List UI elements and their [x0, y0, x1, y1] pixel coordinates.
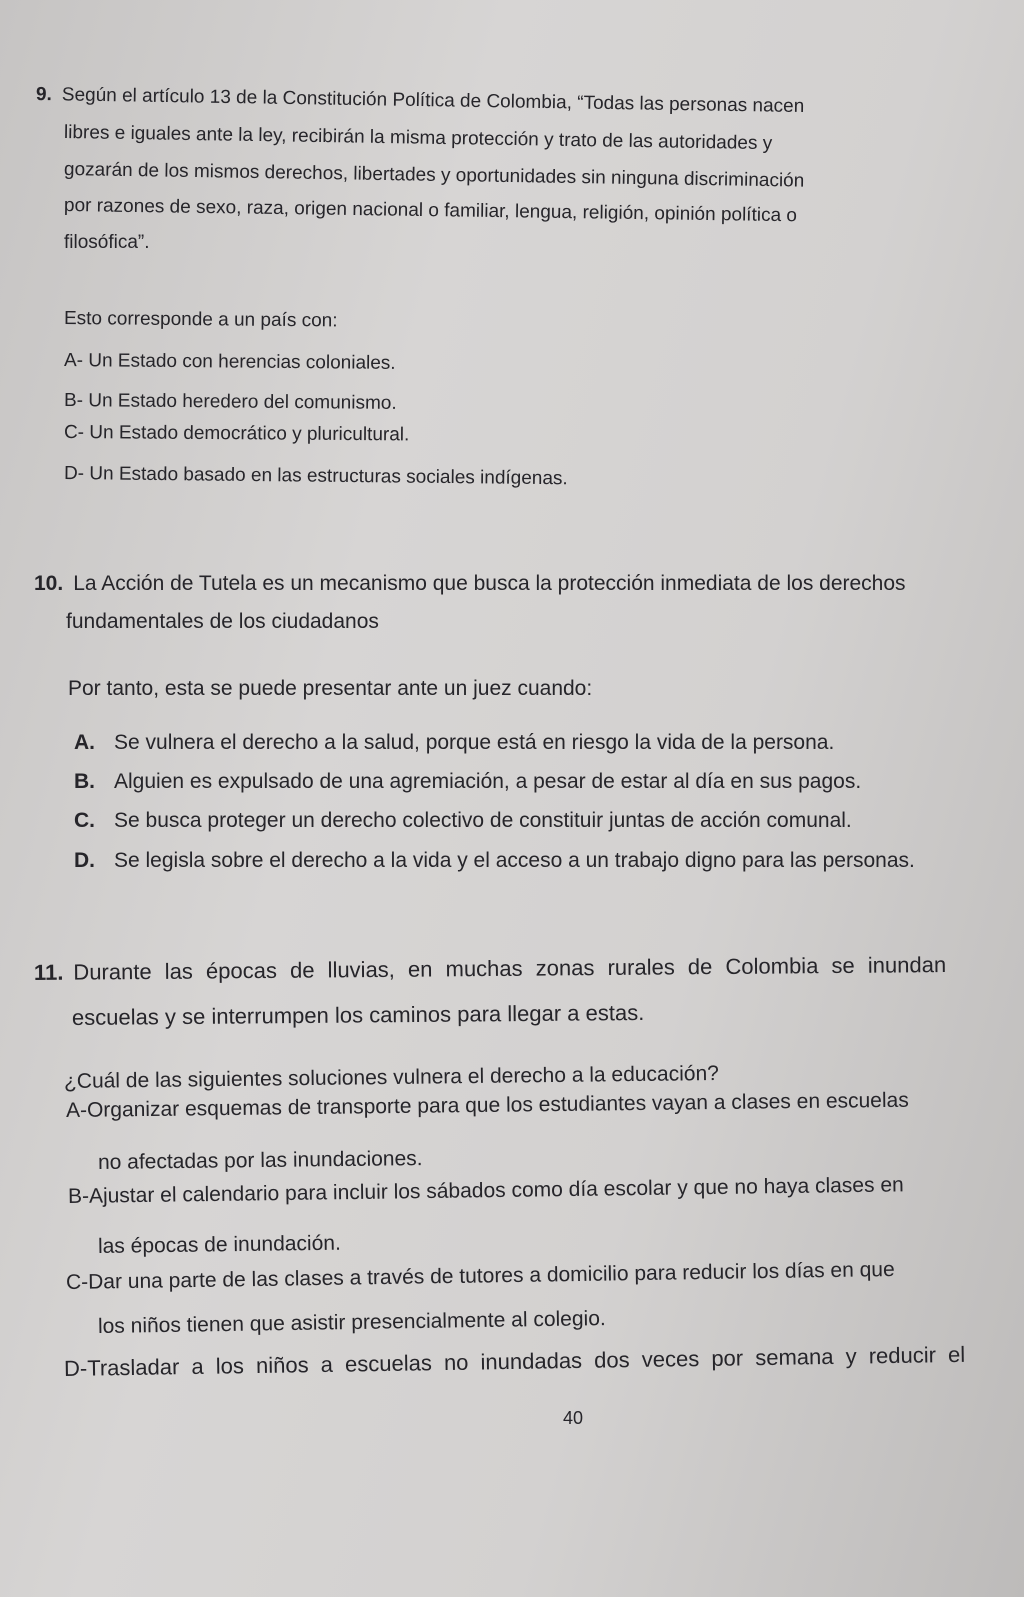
option-label: B. — [74, 770, 95, 793]
question-11-option-a-line-2: no afectadas por las inundaciones. — [97, 1147, 423, 1174]
question-9-option-c: C- Un Estado democrático y pluricultural. — [63, 422, 410, 446]
question-9-stem-line-3: gozarán de los mismos derechos, libertades y oportunidades sin ninguna discriminación — [63, 159, 805, 192]
option-label: A- — [65, 1098, 88, 1122]
question-10-option-d: D. Se legisla sobre el derecho a la vida y el acceso a un trabajo digno para las personas. — [74, 849, 915, 872]
question-10-option-a: A. Se vulnera el derecho a la salud, porque está en riesgo la vida de la persona. — [74, 731, 835, 754]
question-10-stem-line-2: fundamentales de los ciudadanos — [66, 610, 379, 633]
option-label: B- — [63, 390, 84, 412]
question-9-stem-line-4: por razones de sexo, raza, origen nacional o familiar, lengua, religión, opinión política o — [63, 195, 798, 227]
option-label: D. — [74, 849, 95, 872]
question-11-option-c-line-1: C-Dar una parte de las clases a través de tutores a domicilio para reducir los días en que — [65, 1257, 895, 1294]
option-label: D- — [63, 463, 85, 485]
question-10-stem-line-1: 10. La Acción de Tutela es un mecanismo que busca la protección inmediata de los derechos — [34, 572, 906, 595]
question-11-option-b-line-1: B-Ajustar el calendario para incluir los sábados como día escolar y que no haya clases en — [67, 1173, 904, 1208]
question-9-option-b: B- Un Estado heredero del comunismo. — [63, 390, 397, 414]
question-10-option-c: C. Se busca proteger un derecho colectivo de constituir juntas de acción comunal. — [74, 809, 852, 832]
option-label: A. — [74, 731, 95, 754]
question-11-stem-line-2: escuelas y se interrumpen los caminos para llegar a estas. — [71, 1000, 645, 1030]
option-label: B- — [67, 1184, 90, 1208]
question-9-stem-line-5: filosófica”. — [64, 232, 150, 253]
question-9-number: 9. — [35, 84, 53, 106]
question-11-prompt: ¿Cuál de las siguientes soluciones vulnera el derecho a la educación? — [63, 1061, 720, 1093]
option-label: C- — [63, 422, 85, 444]
question-9-option-d: D- Un Estado basado en las estructuras sociales indígenas. — [63, 463, 568, 490]
question-9-stem-line-1: 9. Según el artículo 13 de la Constitución Política de Colombia, “Todas las personas nacen — [35, 84, 805, 118]
option-label: A- — [63, 350, 84, 372]
question-10-option-b: B. Alguien es expulsado de una agremiación, a pesar de estar al día en sus pagos. — [74, 770, 862, 793]
page-number: 40 — [563, 1408, 584, 1428]
option-label: C- — [65, 1270, 89, 1294]
question-11-option-d-line-1: D-Trasladar a los niños a escuelas no inundadas dos veces por semana y reducir el — [63, 1341, 966, 1381]
question-11-option-c-line-2: los niños tienen que asistir presencialmente al colegio. — [97, 1307, 606, 1338]
question-11-option-b-line-2: las épocas de inundación. — [97, 1231, 341, 1258]
option-label: C. — [74, 809, 95, 832]
question-11-number: 11. — [33, 959, 64, 985]
question-11-option-a-line-1: A-Organizar esquemas de transporte para que los estudiantes vayan a clases en escuelas — [65, 1088, 909, 1122]
question-9-option-a: A- Un Estado con herencias coloniales. — [63, 350, 396, 374]
question-9-stem-line-2: libres e iguales ante la ley, recibirán la misma protección y trato de las autoridades y — [63, 122, 773, 155]
question-10-number: 10. — [34, 572, 64, 595]
question-11-stem-line-1: 11. Durante las épocas de lluvias, en muchas zonas rurales de Colombia se inundan — [33, 952, 947, 985]
option-label: D- — [63, 1355, 88, 1381]
question-10-prompt: Por tanto, esta se puede presentar ante un juez cuando: — [68, 677, 593, 700]
question-9-prompt: Esto corresponde a un país con: — [63, 308, 338, 332]
